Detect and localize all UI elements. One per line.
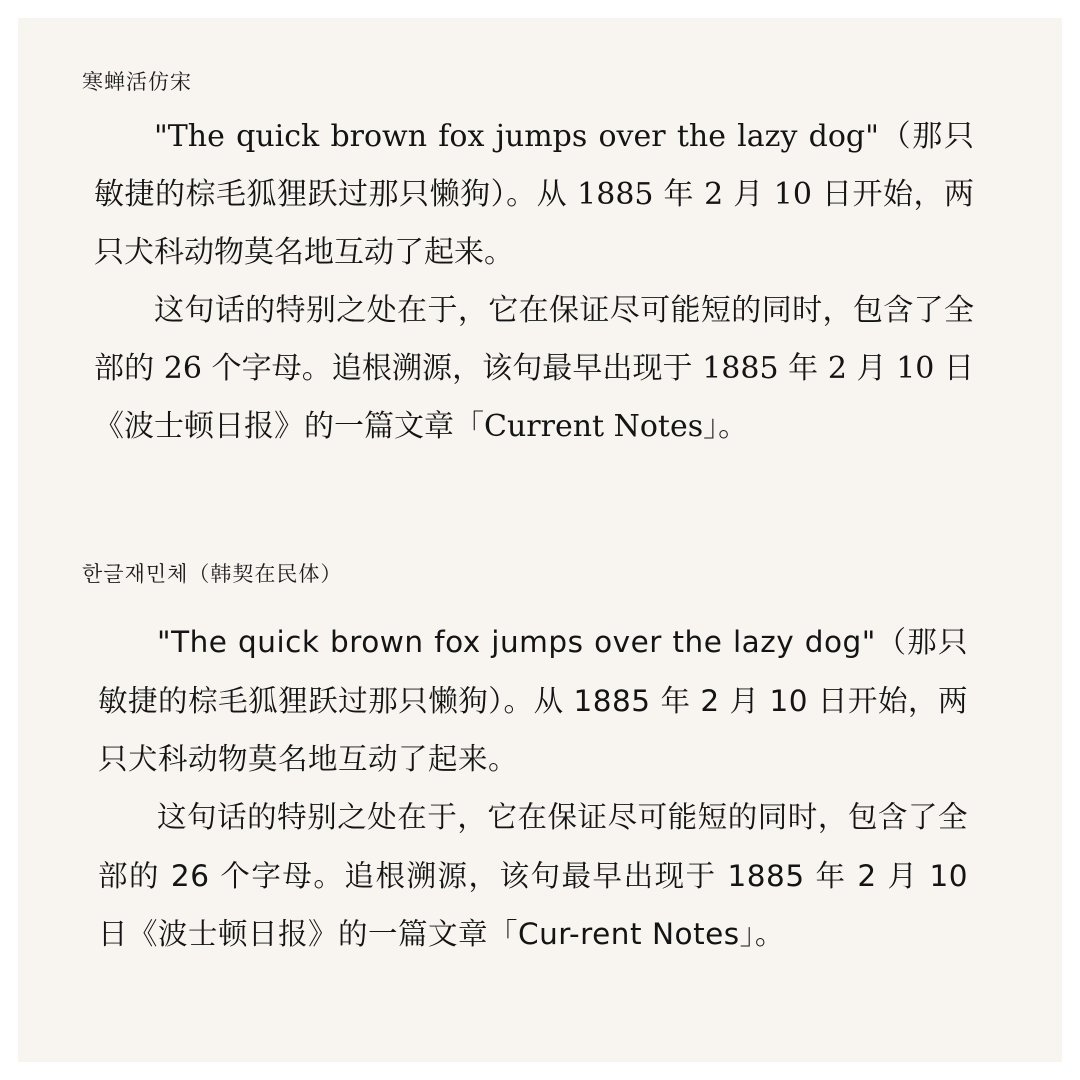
font-name-label: 한글재민체（韩契在民体） bbox=[82, 562, 343, 586]
specimen-paragraph: 这句话的特别之处在于，它在保证尽可能短的同时，包含了全部的 26 个字母。追根溯源，该句最早出现于 1885 年 2 月 10 日《波士顿日报》的一篇文章「Cur-rent Notes」。 bbox=[98, 800, 968, 951]
specimen-paragraph: 这句话的特别之处在于，它在保证尽可能短的同时，包含了全部的 26 个字母。追根溯源，该句最早出现于 1885 年 2 月 10 日《波士顿日报》的一篇文章「Current Notes」。 bbox=[94, 293, 974, 444]
specimen-paragraph: "The quick brown fox jumps over the lazy dog"（那只敏捷的棕毛狐狸跃过那只懒狗）。从 1885 年 2 月 10 日开始，两只犬科动物莫名地互动了起来。 bbox=[98, 625, 968, 776]
font-name-label: 寒蝉活仿宋 bbox=[82, 70, 192, 94]
specimen-card bbox=[18, 18, 1062, 1062]
specimen-paragraph: "The quick brown fox jumps over the lazy dog"（那只敏捷的棕毛狐狸跃过那只懒狗）。从 1885 年 2 月 10 日开始，两只犬科动物莫名地互动了起来。 bbox=[94, 119, 974, 270]
